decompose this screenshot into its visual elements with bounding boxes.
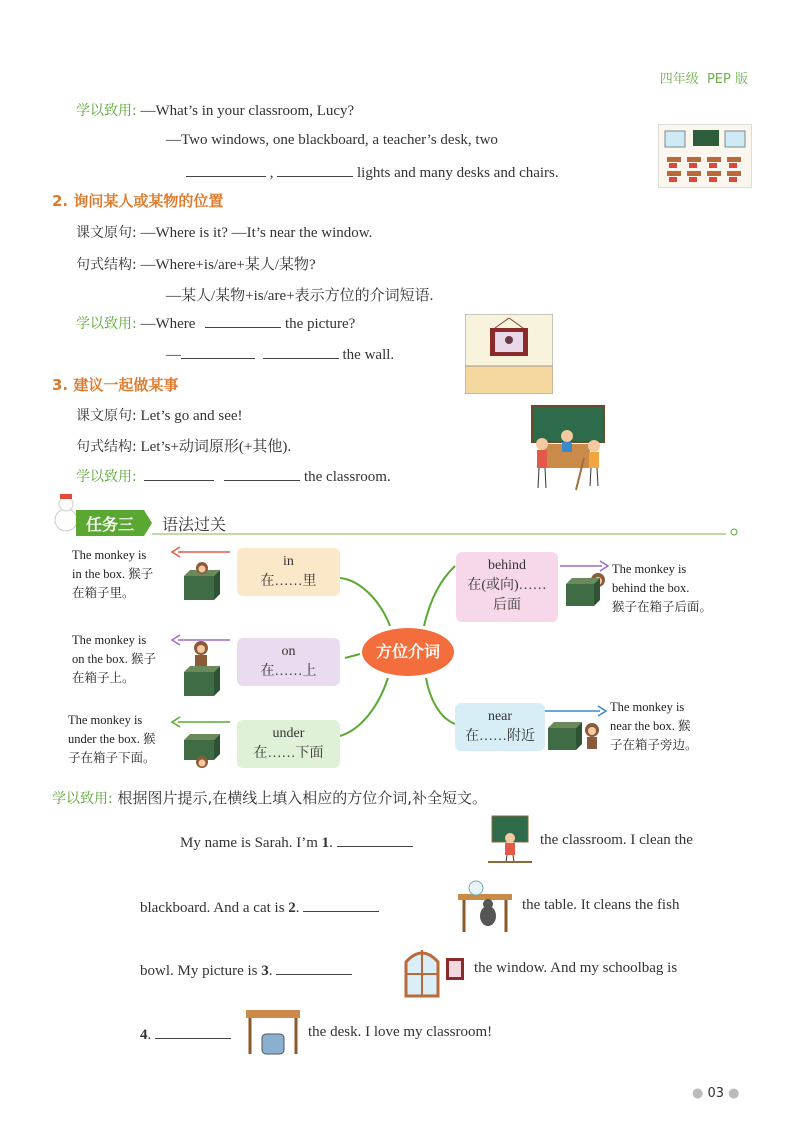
answer-blank[interactable] <box>144 466 214 481</box>
answer-blank[interactable] <box>205 313 281 328</box>
structure-line: —某人/某物+is/are+表示方位的介词短语. <box>166 288 434 304</box>
structure-line: 句式结构: Let’s+动词原形(+其他). <box>76 439 292 455</box>
kids-cleaning-illustration <box>528 404 606 492</box>
exercise-line-4: 4. <box>140 1024 231 1044</box>
structure-label: 句式结构: <box>76 439 137 455</box>
source-label: 课文原句: <box>76 225 137 241</box>
usage-label: 学以致用: <box>76 103 137 119</box>
usage-line: 学以致用: the classroom. <box>76 466 391 486</box>
exercise-line-2-end: the table. It cleans the fish <box>522 897 680 913</box>
mindmap-node-in: in 在……里 <box>237 548 340 596</box>
exercise-line-2: blackboard. And a cat is 2. <box>140 897 379 917</box>
dialog-line: —What’s in your classroom, Lucy? <box>140 103 355 119</box>
mindmap-node-on: on 在……上 <box>237 638 340 686</box>
mindmap-node-near: near 在……附近 <box>455 703 545 751</box>
grade-label: 四年级 <box>659 72 699 87</box>
page-header <box>660 68 748 87</box>
answer-blank-4[interactable] <box>155 1024 231 1039</box>
monkey-behind-box-icon <box>564 572 608 608</box>
structure-line: 句式结构: —Where+is/are+某人/某物? <box>76 257 316 273</box>
source-line: 课文原句: Let’s go and see! <box>76 408 243 424</box>
usage-label: 学以致用: <box>76 316 137 332</box>
task-title: 语法过关 <box>162 515 227 534</box>
mindmap-note: The monkey is near the box. 猴 子在箱子旁边。 <box>610 700 698 752</box>
monkey-in-box-icon <box>180 562 222 602</box>
mindmap-note: The monkey is under the box. 猴 子在箱子下面。 <box>68 713 156 765</box>
mindmap-note: The monkey is in the box. 猴子 在箱子里。 <box>72 548 154 600</box>
answer-blank[interactable] <box>181 344 255 359</box>
mindmap-note: The monkey is behind the box. 猴子在箱子后面。 <box>612 562 713 614</box>
monkey-on-box-icon <box>180 640 222 698</box>
exercise-line-3: bowl. My picture is 3. <box>140 960 352 980</box>
answer-blank[interactable] <box>277 162 353 177</box>
cat-under-table-icon <box>456 878 514 934</box>
usage-line: — the wall. <box>166 344 394 364</box>
classroom-illustration <box>658 124 752 188</box>
picture-on-wall-illustration <box>465 314 553 394</box>
structure-label: 句式结构: <box>76 257 137 273</box>
usage-line: 学以致用: —Where the picture? <box>76 313 355 333</box>
page-number: ● 03 ● <box>692 1086 740 1101</box>
task-banner <box>46 494 746 536</box>
usage-line-1 <box>76 100 354 120</box>
exercise-line-3-end: the window. And my schoolbag is <box>474 960 678 976</box>
answer-blank[interactable] <box>224 466 300 481</box>
schoolbag-under-desk-icon <box>244 1006 302 1056</box>
source-line: 课文原句: —Where is it? —It’s near the window. <box>76 225 373 241</box>
task-badge: 任务三 <box>86 515 135 534</box>
answer-blank-3[interactable] <box>276 960 352 975</box>
exercise-line-1: My name is Sarah. I’m 1. <box>180 832 413 852</box>
answer-blank-1[interactable] <box>337 832 413 847</box>
answer-blank-2[interactable] <box>303 897 379 912</box>
girl-at-blackboard-icon <box>488 814 532 864</box>
window-with-picture-icon <box>402 942 468 998</box>
monkey-near-box-icon <box>546 718 602 752</box>
edition-label: PEP 版 <box>706 72 748 87</box>
answer-blank[interactable] <box>186 162 266 177</box>
mindmap-node-under: under 在……下面 <box>237 720 340 768</box>
exercise-line-1-end: the classroom. I clean the <box>540 832 693 848</box>
exercise-line-4-end: the desk. I love my classroom! <box>308 1024 493 1040</box>
answer-blank[interactable] <box>263 344 339 359</box>
section-heading: 2. 询问某人或某物的位置 <box>52 192 224 210</box>
exercise-instruction-line <box>52 787 487 808</box>
section-heading: 3. 建议一起做某事 <box>52 376 179 394</box>
dialog-line: , lights and many desks and chairs. <box>186 162 559 182</box>
source-label: 课文原句: <box>76 408 137 424</box>
usage-label: 学以致用: <box>52 791 113 807</box>
mindmap-note: The monkey is on the box. 猴子 在箱子上。 <box>72 633 157 685</box>
exercise-instruction: 根据图片提示,在横线上填入相应的方位介词,补全短文。 <box>117 789 488 807</box>
usage-label: 学以致用: <box>76 469 137 485</box>
monkey-under-box-icon <box>180 730 222 770</box>
dialog-line: —Two windows, one blackboard, a teacher’s desk, two <box>166 132 498 148</box>
mindmap-node-behind: behind 在(或向)…… 后面 <box>456 552 558 622</box>
mindmap-center: 方位介词 <box>362 628 454 676</box>
